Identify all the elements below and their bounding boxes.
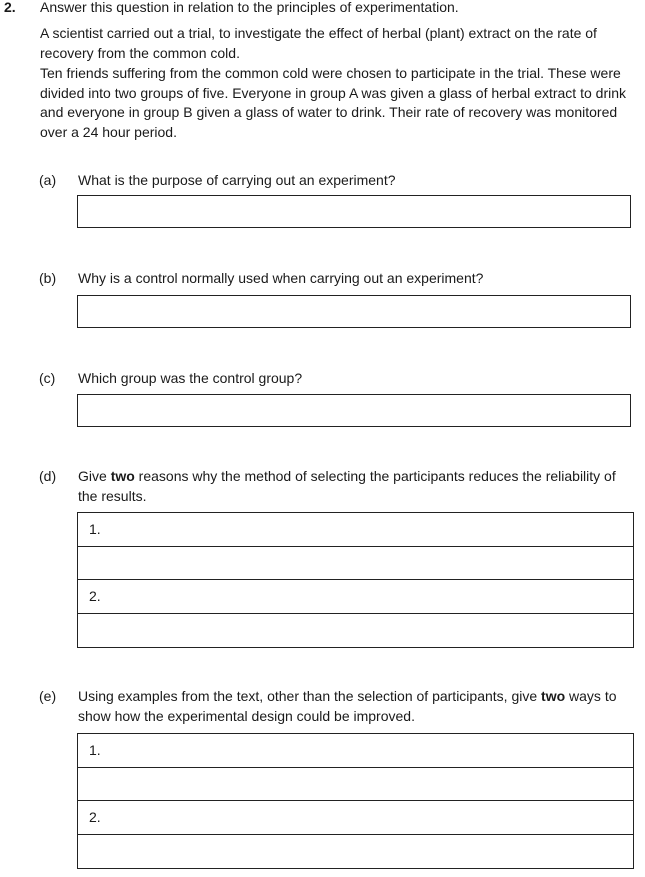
part-d-answer-table — [77, 512, 634, 648]
part-d-answer-row-3[interactable] — [78, 580, 633, 614]
part-e-answer-row-2[interactable] — [78, 768, 633, 802]
part-d-text-before: Give — [78, 468, 111, 484]
question-instruction: Answer this question in relation to the principles of experimentation. — [40, 0, 459, 15]
part-e-item-2-number: 2. — [89, 809, 101, 825]
part-e-answer-row-3[interactable] — [78, 801, 633, 835]
part-d-item-1-number: 1. — [89, 521, 101, 537]
part-d-question — [78, 467, 638, 506]
part-d-label: (d) — [39, 468, 57, 484]
part-a-answer-box[interactable] — [77, 195, 631, 228]
part-e-label: (e) — [39, 688, 57, 704]
part-e-answer-table — [77, 733, 634, 869]
part-d-answer-row-2[interactable] — [78, 547, 633, 581]
part-b-label: (b) — [39, 270, 57, 286]
part-d-item-2-number: 2. — [89, 588, 101, 604]
part-d-answer-row-4[interactable] — [78, 614, 633, 648]
part-c-label: (c) — [39, 370, 56, 386]
part-a-label: (a) — [39, 172, 57, 188]
part-d-text-after: reasons why the method of selecting the participants reduces the reliability of the results. — [78, 468, 616, 504]
part-c-question: Which group was the control group? — [78, 370, 303, 386]
scenario-paragraph-2: Ten friends suffering from the common cold were chosen to participate in the trial. These were divided into two groups of five. Everyone in group A was given a glass of herbal extract to drink and everyone in group B given a glass of water to drink. Their rate of recovery was monitored over a 24 hour period. — [40, 65, 626, 140]
question-number: 2. — [4, 0, 16, 15]
part-d-answer-row-1[interactable] — [78, 513, 633, 547]
part-c-answer-box[interactable] — [77, 394, 631, 427]
part-b-answer-box[interactable] — [77, 295, 631, 328]
part-b-question: Why is a control normally used when carrying out an experiment? — [78, 270, 484, 286]
part-e-question — [78, 687, 638, 726]
part-a-question: What is the purpose of carrying out an experiment? — [78, 172, 396, 188]
part-e-text-bold: two — [541, 688, 566, 704]
part-e-item-1-number: 1. — [89, 742, 101, 758]
part-e-answer-row-4[interactable] — [78, 835, 633, 869]
scenario-paragraph-1: A scientist carried out a trial, to investigate the effect of herbal (plant) extract on the rate of recovery from the common cold. — [40, 25, 597, 61]
part-e-text-after: ways to show how the experimental design could be improved. — [78, 688, 617, 724]
part-d-text-bold: two — [110, 468, 135, 484]
part-e-text-before: Using examples from the text, other than the selection of participants, give — [78, 688, 542, 704]
part-e-answer-row-1[interactable] — [78, 734, 633, 768]
